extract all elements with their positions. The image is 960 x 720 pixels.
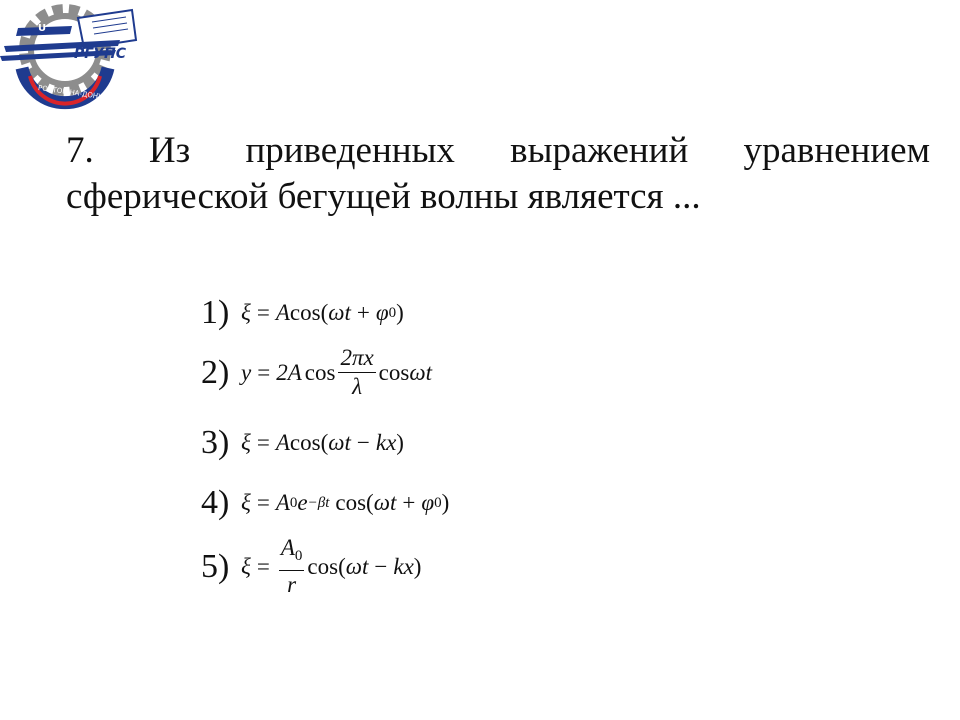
formula: ξ = A cos( ωt − kx )	[241, 430, 404, 455]
answer-option-4[interactable]	[201, 484, 449, 522]
answer-number: 2)	[201, 353, 230, 391]
formula: ξ = $\frac{A_0}{r}$ cos( ωt − kx )	[241, 535, 422, 597]
question-text	[66, 128, 930, 220]
answer-number: 5)	[201, 547, 230, 585]
question-word: приведенных	[245, 130, 455, 171]
answer-number: 3)	[201, 424, 230, 461]
answer-option-1[interactable]	[201, 294, 404, 332]
question-word: выражений	[510, 130, 689, 171]
logo-initial: U	[38, 23, 47, 34]
question-number: 7.	[66, 130, 94, 171]
question-word: Из	[148, 130, 191, 171]
answer-option-5[interactable]	[201, 534, 421, 599]
question-line-1	[66, 128, 930, 174]
answer-option-2[interactable]	[201, 344, 432, 401]
logo-ring-text: РОСТОВ-НА-ДОНУ	[37, 83, 103, 101]
answer-option-3[interactable]	[201, 424, 404, 462]
formula: ξ = A 0 e −βt cos( ωt + φ 0 )	[241, 490, 450, 515]
question-word: уравнением	[743, 130, 930, 171]
formula: y = 2A cos $\frac{2\pi x}{\lambda}$ cos ωt	[241, 345, 432, 399]
question-line-2: сферической бегущей волны является ...	[66, 176, 701, 217]
fraction: $\frac{A_0}{r}$	[280, 535, 303, 597]
fraction: $\frac{2\pi x}{\lambda}$	[340, 345, 374, 399]
university-logo	[0, 0, 150, 110]
formula: ξ = A cos( ωt + φ 0 )	[241, 300, 404, 325]
answer-number: 4)	[201, 484, 230, 521]
answer-number: 1)	[201, 294, 230, 331]
logo-text: РГУПС	[74, 46, 126, 62]
